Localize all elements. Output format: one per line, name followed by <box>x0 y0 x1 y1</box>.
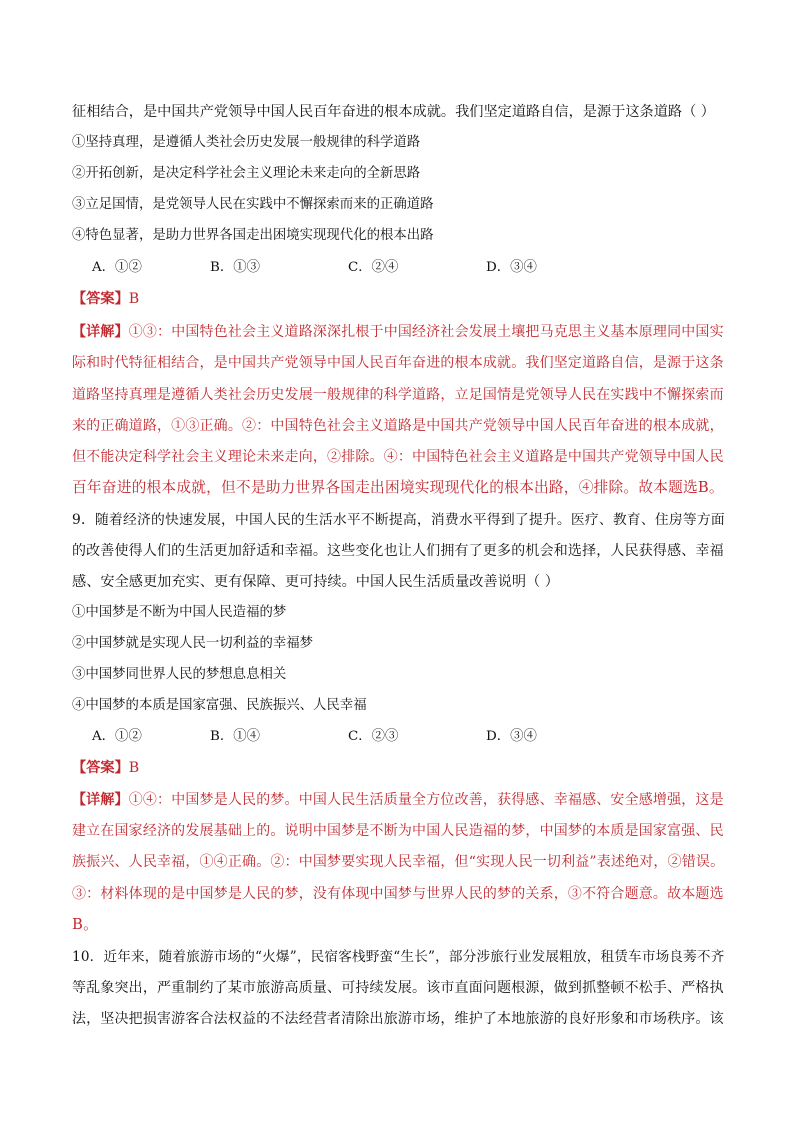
q8-item-3: ③立足国情，是党领导人民在实践中不懈探索而来的正确道路 <box>72 197 434 212</box>
q10-stem-line-1: 10．近年来，随着旅游市场的“火爆”，民宿客栈野蛮“生长”，部分涉旅行业发展粗放，租赁车市场良莠不齐 <box>72 949 725 965</box>
q9-explain-line-1 <box>72 790 724 810</box>
q8-option-a: A．①② <box>92 260 142 275</box>
q10-stem-line-3: 法，坚决把损害游客合法权益的不法经营者清除出旅游市场，维护了本地旅游的良好形象和市场秩序。该 <box>72 1011 724 1027</box>
q9-item-3: ③中国梦同世界人民的梦想息息相关 <box>72 667 287 682</box>
q8-option-b: B．①③ <box>210 260 261 275</box>
q9-explain-line-4: ③：材料体现的是中国梦是人民的梦，没有体现中国梦与世界人民的梦的关系，③不符合题意。故本题选 <box>72 886 724 902</box>
q8-explain-text-1: ①③：中国特色社会主义道路深深扎根于中国经济社会发展土壤把马克思主义基本原理同中国实 <box>128 324 724 340</box>
q8-answer-value: B <box>128 291 140 307</box>
q9-explain-line-2: 建立在国家经济的发展基础上的。说明中国梦是不断为中国人民造福的梦，中国梦的本质是国家富强、民 <box>72 823 724 839</box>
q8-explain-line-1 <box>72 322 724 342</box>
q9-option-d: D．③④ <box>486 729 537 744</box>
q8-explain-line-6: 百年奋进的根本成就，但不是助力世界各国走出困境实现现代化的根本出路，④排除。故本题选B。 <box>72 479 724 496</box>
q8-answer-label: 【答案】 <box>72 291 129 307</box>
q8-explain-line-5: 但不能决定科学社会主义理论未来走向，②排除。④：中国特色社会主义道路是中国共产党领导中国人民 <box>72 449 724 465</box>
q8-explain-line-3: 道路坚持真理是遵循人类社会历史发展一般规律的科学道路，立足国情是党领导人民在实践中不懈探索而 <box>72 387 724 403</box>
q8-option-d: D．③④ <box>486 260 537 275</box>
q8-item-2: ②开拓创新，是决定科学社会主义理论未来走向的全新思路 <box>72 166 421 181</box>
q9-explain-label: 【详解】 <box>72 792 129 808</box>
q9-item-1: ①中国梦是不断为中国人民造福的梦 <box>72 605 287 620</box>
q8-explain-label: 【详解】 <box>72 324 129 340</box>
q8-explain-line-4: 来的正确道路，①③正确。②：中国特色社会主义道路是中国共产党领导中国人民百年奋进的根本成就， <box>72 418 724 434</box>
q9-explain-line-3: 族振兴、人民幸福，①④正确。②：中国梦要实现人民幸福，但“实现人民一切利益”表述绝对，②错误。 <box>72 854 725 870</box>
q8-answer <box>72 289 139 309</box>
q9-stem-line-2: 的改善使得人们的生活更加舒适和幸福。这些变化也让人们拥有了更多的机会和选择，人民获得感、幸福 <box>72 543 724 559</box>
q8-explain-line-2: 际和时代特征相结合，是中国共产党领导中国人民百年奋进的根本成就。我们坚定道路自信，是源于这条 <box>72 355 724 371</box>
q9-answer-label: 【答案】 <box>72 760 129 776</box>
q8-stem-tail: 征相结合，是中国共产党领导中国人民百年奋进的根本成就。我们坚定道路自信，是源于这条道路（ ） <box>72 104 715 120</box>
q8-option-c: C．②④ <box>348 260 399 275</box>
q9-stem-line-1: 9．随着经济的快速发展，中国人民的生活水平不断提高，消费水平得到了提升。医疗、教育、住房等方面 <box>72 512 725 528</box>
q9-explain-text-1: ①④：中国梦是人民的梦。中国人民生活质量全方位改善，获得感、幸福感、安全感增强，这是 <box>128 792 724 808</box>
q8-item-4: ④特色显著，是助力世界各国走出困境实现现代化的根本出路 <box>72 228 434 243</box>
q9-option-b: B．①④ <box>210 729 261 744</box>
q9-option-c: C．②③ <box>348 729 399 744</box>
q8-item-1: ①坚持真理，是遵循人类社会历史发展一般规律的科学道路 <box>72 135 421 150</box>
q9-item-4: ④中国梦的本质是国家富强、民族振兴、人民幸福 <box>72 698 367 713</box>
q10-stem-line-2: 等乱象突出，严重制约了某市旅游高质量、可持续发展。该市直面问题根源，做到抓整顿不松手、严格执 <box>72 980 724 996</box>
q9-answer <box>72 758 139 778</box>
q9-item-2: ②中国梦就是实现人民一切利益的幸福梦 <box>72 636 314 651</box>
q9-stem-line-3: 感、安全感更加充实、更有保障、更可持续。中国人民生活质量改善说明（ ） <box>72 574 559 590</box>
q9-explain-line-5: B。 <box>72 916 99 933</box>
q9-option-a: A．①② <box>92 729 142 744</box>
q9-answer-value: B <box>128 760 140 776</box>
